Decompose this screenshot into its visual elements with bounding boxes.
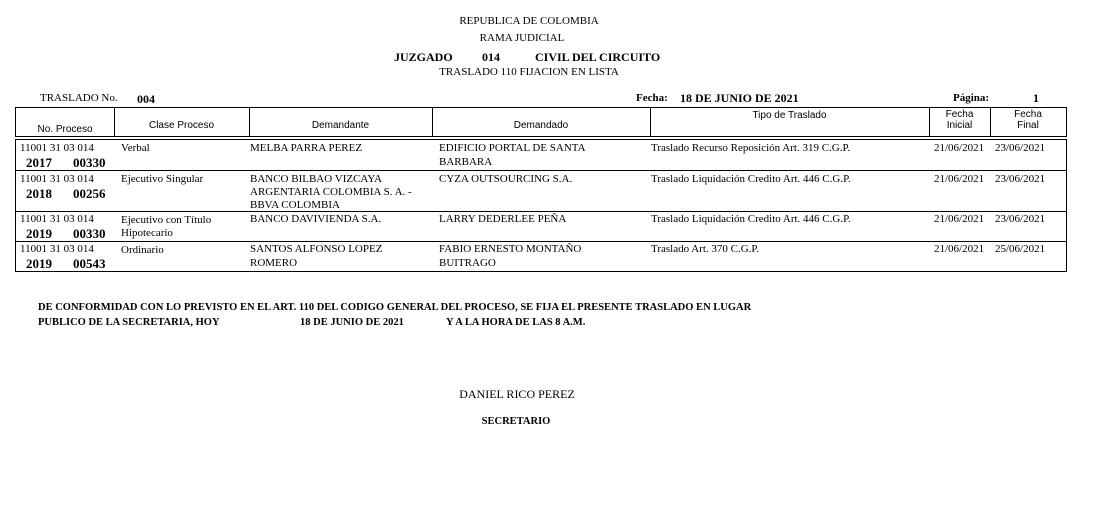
row-fecha-inicial: 21/06/2021 (934, 243, 985, 255)
fecha-label: Fecha: (636, 92, 668, 104)
col-fecha-final: Fecha Final (1014, 109, 1042, 131)
header-juzgado-label: JUZGADO (394, 50, 453, 64)
pagina-label: Página: (953, 92, 990, 104)
row-demandado: EDIFICIO PORTAL DE SANTA (439, 142, 586, 154)
row-demandado: CYZA OUTSOURCING S.A. (439, 173, 573, 185)
row-code: 11001 31 03 014 (20, 213, 94, 225)
row-clase: Ordinario (121, 244, 164, 256)
signature-title: SECRETARIO (481, 416, 551, 427)
col-clase-proceso: Clase Proceso (148, 120, 215, 131)
row-demandante-line2: ROMERO (250, 257, 298, 269)
row-tipo: Traslado Liquidación Credito Art. 446 C.G.P. (651, 173, 851, 185)
header-rama: RAMA JUDICIAL (479, 32, 565, 44)
row-demandante: SANTOS ALFONSO LOPEZ (250, 243, 383, 255)
traslado-number: 004 (137, 92, 155, 106)
row-year: 2017 (26, 155, 52, 170)
row-tipo: Traslado Recurso Reposición Art. 319 C.G.P. (651, 142, 851, 154)
row-year: 2019 (26, 226, 52, 241)
row-radicado: 00543 (73, 256, 106, 271)
row-demandante-line2: ARGENTARIA COLOMBIA S. A. - (250, 186, 412, 198)
row-demandante: BANCO DAVIVIENDA S.A. (250, 213, 382, 225)
row-code: 11001 31 03 014 (20, 173, 94, 185)
row-code: 11001 31 03 014 (20, 142, 94, 154)
footer-statement: DE CONFORMIDAD CON LO PREVISTO EN EL ART. 110 DEL CODIGO GENERAL DEL PROCESO, SE FIJA EL PRESENTE TRASLADO EN LUGAR (38, 302, 752, 313)
table-header (15, 107, 1067, 137)
row-radicado: 00330 (73, 226, 106, 241)
row-fecha-inicial: 21/06/2021 (934, 173, 985, 185)
header-republic: REPUBLICA DE COLOMBIA (459, 15, 599, 27)
col-demandado: Demandado (513, 120, 569, 131)
row-demandante-line3: BBVA COLOMBIA (250, 199, 340, 211)
row-year: 2018 (26, 186, 52, 201)
row-clase: Ejecutivo Singular (121, 173, 204, 185)
row-fecha-final: 23/06/2021 (995, 213, 1046, 225)
row-tipo: Traslado Liquidación Credito Art. 446 C.G.P. (651, 213, 851, 225)
row-demandante: BANCO BILBAO VIZCAYA (250, 173, 383, 185)
header-juzgado-type: CIVIL DEL CIRCUITO (535, 50, 661, 64)
footer-hour: Y A LA HORA DE LAS 8 A.M. (446, 317, 586, 328)
header-juzgado-number: 014 (482, 50, 500, 64)
signature-name: DANIEL RICO PEREZ (459, 387, 575, 401)
col-tipo-traslado: Tipo de Traslado (752, 110, 827, 121)
row-clase: Ejecutivo con Título (121, 214, 212, 226)
row-clase-line2: Hipotecario (121, 227, 173, 239)
row-tipo: Traslado Art. 370 C.G.P. (651, 243, 760, 255)
row-demandante: MELBA PARRA PEREZ (250, 142, 363, 154)
row-demandado-line2: BARBARA (439, 156, 493, 168)
col-fecha-inicial: Fecha Inicial (945, 109, 974, 131)
row-fecha-final: 25/06/2021 (995, 243, 1046, 255)
footer-date: 18 DE JUNIO DE 2021 (300, 317, 404, 328)
row-demandado-line2: BUITRAGO (439, 257, 496, 269)
row-fecha-final: 23/06/2021 (995, 142, 1046, 154)
col-no-proceso: No. Proceso (37, 124, 93, 135)
row-clase: Verbal (121, 142, 150, 154)
fecha-value: 18 DE JUNIO DE 2021 (680, 91, 799, 105)
table-body (15, 139, 1067, 272)
row-fecha-final: 23/06/2021 (995, 173, 1046, 185)
pagina-value: 1 (1033, 91, 1039, 105)
traslado-label: TRASLADO No. (40, 92, 118, 104)
row-radicado: 00330 (73, 155, 106, 170)
col-demandante: Demandante (311, 120, 370, 131)
row-demandado: FABIO ERNESTO MONTAÑO (439, 243, 582, 255)
footer-statement-line2: PUBLICO DE LA SECRETARIA, HOY (38, 317, 220, 328)
row-fecha-inicial: 21/06/2021 (934, 213, 985, 225)
row-radicado: 00256 (73, 186, 106, 201)
row-fecha-inicial: 21/06/2021 (934, 142, 985, 154)
header-subtitle: TRASLADO 110 FIJACION EN LISTA (439, 66, 619, 78)
row-year: 2019 (26, 256, 52, 271)
row-demandado: LARRY DEDERLEE PEÑA (439, 213, 567, 225)
row-code: 11001 31 03 014 (20, 243, 94, 255)
